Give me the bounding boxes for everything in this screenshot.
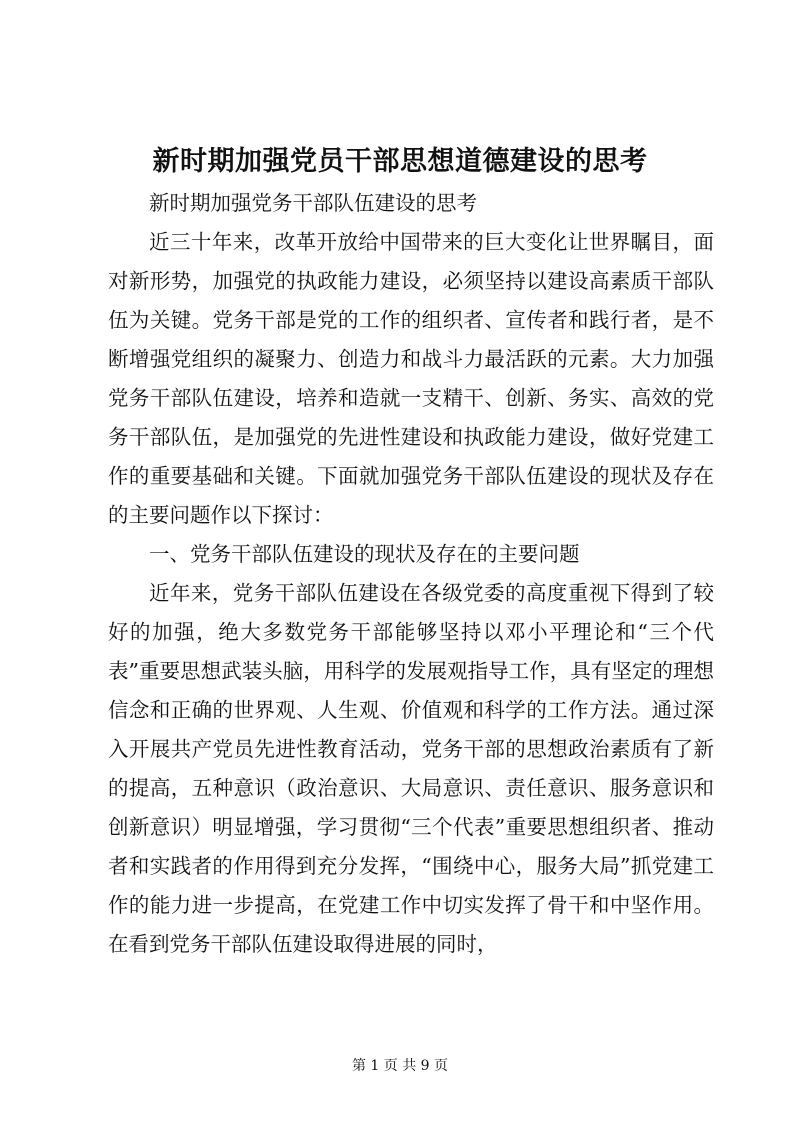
body-paragraph: 近三十年来，改革开放给中国带来的巨大变化让世界瞩目，面对新形势，加强党的执政能力建设，必须坚持以建设高素质干部队伍为关键。党务干部是党的工作的组织者、宣传者和践行者，是不断增强党组织的凝聚力、创造力和战斗力最活跃的元素。大力加强党务干部队伍建设，培养和造就一支精干、创新、务实、高效的党务干部队伍，是加强党的先进性建设和执政能力建设，做好党建工作的重要基础和关键。下面就加强党务干部队伍建设的现状及存在的主要问题作以下探讨： xyxy=(108,230,714,527)
section-heading: 一、党务干部队伍建设的现状及存在的主要问题 xyxy=(149,542,580,566)
subtitle-paragraph: 新时期加强党务干部队伍建设的思考 xyxy=(149,191,477,215)
document-title: 新时期加强党员干部思想道德建设的思考 xyxy=(152,146,648,177)
page-footer: 第 1 页 共 9 页 xyxy=(351,1058,449,1074)
body-paragraph: 近年来，党务干部队伍建设在各级党委的高度重视下得到了较好的加强，绝大多数党务干部能够坚持以邓小平理论和“三个代表”重要思想武装头脑，用科学的发展观指导工作，具有坚定的理想信念和正确的世界观、人生观、价值观和科学的工作方法。通过深入开展共产党员先进性教育活动，党务干部的思想政治素质有了新的提高，五种意识（政治意识、大局意识、责任意识、服务意识和创新意识）明显增强，学习贯彻“三个代表”重要思想组织者、推动者和实践者的作用得到充分发挥，“围绕中心，服务大局”抓党建工作的能力进一步提高，在党建工作中切实发挥了骨干和中坚作用。在看到党务干部队伍建设取得进展的同时， xyxy=(108,581,714,956)
document-body xyxy=(108,184,714,964)
